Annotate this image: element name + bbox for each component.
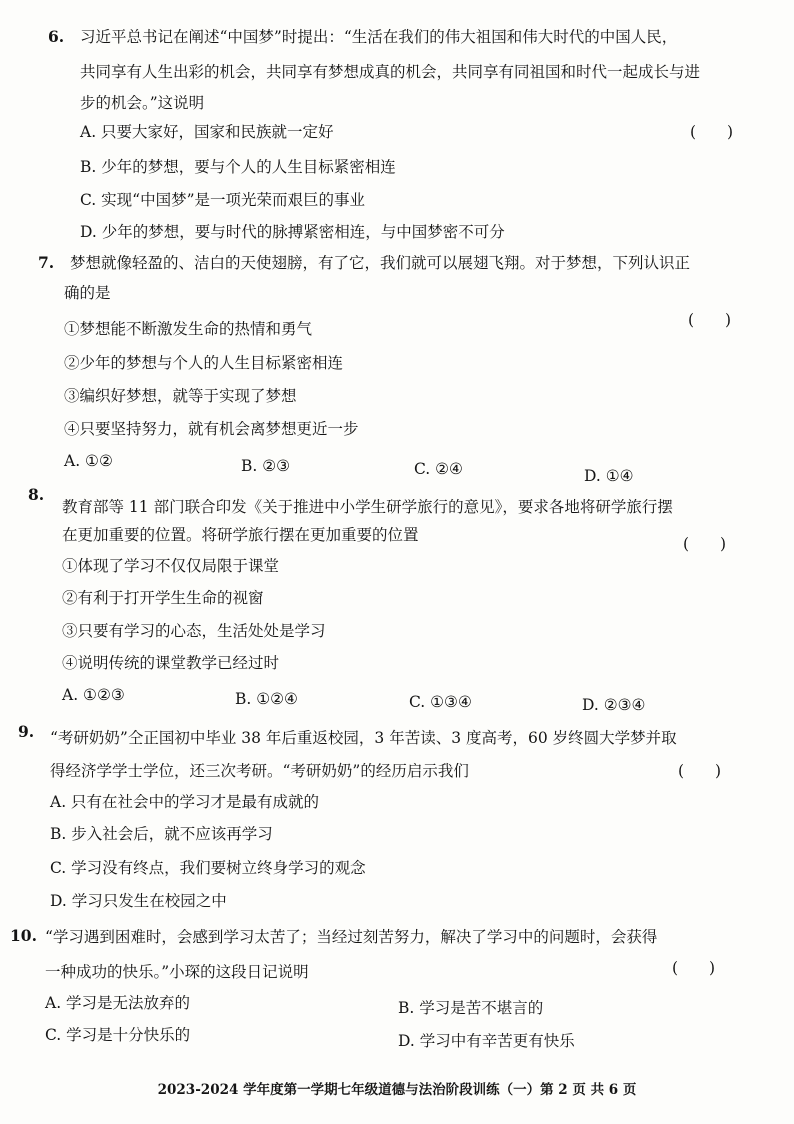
question-stem-line: 梦想就像轻盈的、洁白的天使翅膀，有了它，我们就可以展翅飞翔。对于梦想，下列认识正 [70, 254, 691, 272]
answer-blank: ( ) [683, 535, 727, 553]
answer-blank: ( ) [672, 959, 716, 977]
option-a: A. 只有在社会中的学习才是最有成就的 [50, 793, 320, 811]
statement-2: ②少年的梦想与个人的人生目标紧密相连 [64, 354, 344, 372]
statement-4: ④说明传统的课堂教学已经过时 [62, 654, 280, 672]
option-b: B. ②③ [241, 457, 291, 475]
option-a: A. 只要大家好，国家和民族就一定好 [80, 123, 334, 141]
statement-2: ②有利于打开学生生命的视窗 [62, 589, 264, 607]
option-a: A. 学习是无法放弃的 [45, 994, 191, 1012]
option-c: C. ②④ [414, 460, 463, 478]
option-c: C. 学习是十分快乐的 [45, 1026, 191, 1044]
question-number: 6. [48, 27, 65, 46]
question-stem-line: 得经济学学士学位，还三次考研。“考研奶奶”的经历启示我们 [50, 762, 469, 780]
question-stem-line: “考研奶奶”仝正国初中毕业 38 年后重返校园，3 年苦读、3 度高考，60 岁终圆大学梦并取 [50, 729, 677, 747]
question-stem-line: 步的机会。”这说明 [80, 94, 205, 112]
statement-3: ③只要有学习的心态，生活处处是学习 [62, 622, 326, 640]
option-d: D. ①④ [584, 467, 634, 485]
answer-blank: ( ) [678, 762, 722, 780]
page-footer: 2023-2024 学年度第一学期七年级道德与法治阶段训练（一）第 2 页 共 6 页 [157, 1082, 637, 1098]
option-a: A. ①②③ [62, 686, 125, 704]
question-stem-line: 确的是 [64, 284, 111, 302]
option-d: D. 学习只发生在校园之中 [50, 892, 227, 910]
statement-3: ③编织好梦想，就等于实现了梦想 [64, 387, 297, 405]
answer-blank: ( ) [690, 123, 734, 141]
option-a: A. ①② [64, 452, 113, 470]
question-number: 10. [10, 926, 37, 945]
question-stem-line: 一种成功的快乐。”小琛的这段日记说明 [45, 963, 309, 981]
option-c: C. 学习没有终点，我们要树立终身学习的观念 [50, 859, 366, 877]
option-d: D. 学习中有辛苦更有快乐 [398, 1032, 575, 1050]
question-stem-line: 教育部等 11 部门联合印发《关于推进中小学生研学旅行的意见》，要求各地将研学旅行摆 [62, 498, 673, 516]
question-number: 7. [38, 253, 55, 272]
option-b: B. 学习是苦不堪言的 [398, 999, 544, 1017]
statement-1: ①体现了学习不仅仅局限于课堂 [62, 557, 280, 575]
option-c: C. 实现“中国梦”是一项光荣而艰巨的事业 [80, 191, 366, 209]
question-stem-line: 在更加重要的位置。将研学旅行摆在更加重要的位置 [62, 526, 419, 544]
question-stem-line: 习近平总书记在阐述“中国梦”时提出：“生活在我们的伟大祖国和伟大时代的中国人民， [80, 28, 678, 46]
option-d: D. 少年的梦想，要与时代的脉搏紧密相连，与中国梦密不可分 [80, 223, 505, 241]
option-b: B. 步入社会后，就不应该再学习 [50, 825, 273, 843]
question-number: 8. [28, 485, 45, 504]
question-number: 9. [18, 722, 35, 741]
statement-4: ④只要坚持努力，就有机会离梦想更近一步 [64, 420, 359, 438]
option-b: B. ①②④ [235, 690, 298, 708]
option-b: B. 少年的梦想，要与个人的人生目标紧密相连 [80, 158, 396, 176]
question-stem-line: “学习遇到困难时，会感到学习太苦了；当经过刻苦努力，解决了学习中的问题时，会获得 [45, 928, 658, 946]
statement-1: ①梦想能不断激发生命的热情和勇气 [64, 320, 313, 338]
answer-blank: ( ) [688, 311, 732, 329]
question-stem-line: 共同享有人生出彩的机会，共同享有梦想成真的机会，共同享有同祖国和时代一起成长与进 [80, 63, 701, 81]
option-d: D. ②③④ [582, 696, 646, 714]
option-c: C. ①③④ [409, 693, 472, 711]
